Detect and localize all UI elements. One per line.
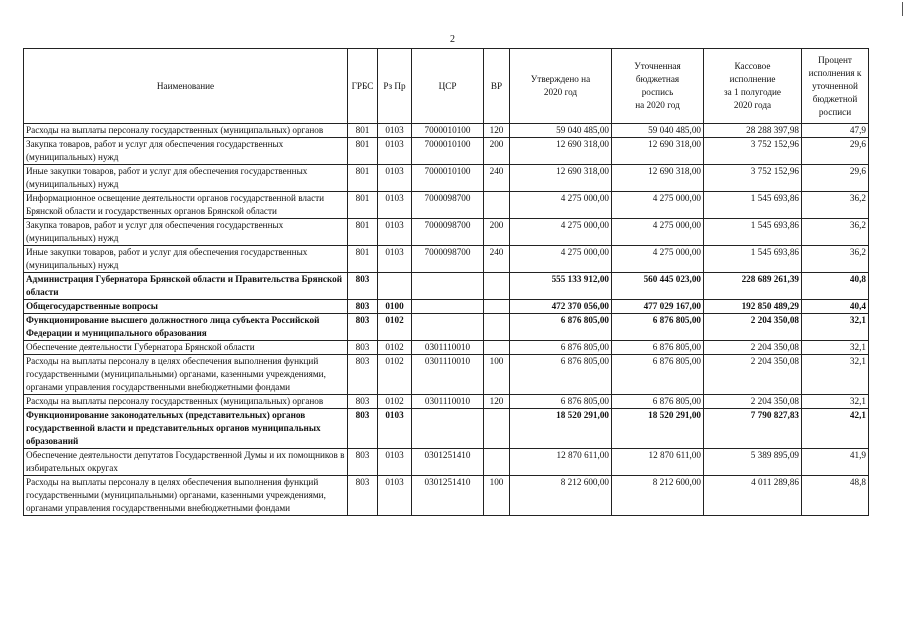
cell-cash: 2 204 350,08 <box>704 314 802 341</box>
cell-approved: 8 212 600,00 <box>510 476 612 516</box>
cell-cash: 192 850 489,29 <box>704 300 802 314</box>
cell-percent: 42,1 <box>802 409 869 449</box>
header-rzpr: Рз Пр <box>378 49 412 124</box>
cell-rzpr <box>378 273 412 300</box>
header-cash: Кассовое исполнение за 1 полугодие 2020 года <box>704 49 802 124</box>
cell-approved: 59 040 485,00 <box>510 124 612 138</box>
cell-cash: 228 689 261,39 <box>704 273 802 300</box>
cell-name: Расходы на выплаты персоналу в целях обеспечения выполнения функций государственными (муниципальными) органами, казенными учреждениями, органами управления государственными внебюджетными фондами <box>24 476 348 516</box>
cell-cash: 1 545 693,86 <box>704 246 802 273</box>
cell-refined: 560 445 023,00 <box>612 273 704 300</box>
table-row <box>24 314 869 341</box>
cell-rzpr: 0103 <box>378 138 412 165</box>
cell-csr <box>412 300 484 314</box>
cell-approved: 12 690 318,00 <box>510 165 612 192</box>
cell-percent: 40,8 <box>802 273 869 300</box>
cell-percent: 32,1 <box>802 341 869 355</box>
cell-vr <box>484 341 510 355</box>
cell-cash: 3 752 152,96 <box>704 165 802 192</box>
table-row <box>24 124 869 138</box>
table-row <box>24 219 869 246</box>
cell-vr: 200 <box>484 138 510 165</box>
cell-grbs: 801 <box>348 192 378 219</box>
cell-percent: 36,2 <box>802 192 869 219</box>
table-row <box>24 409 869 449</box>
table-row <box>24 300 869 314</box>
cell-refined: 4 275 000,00 <box>612 192 704 219</box>
cell-vr: 240 <box>484 246 510 273</box>
cell-csr <box>412 314 484 341</box>
table-row <box>24 476 869 516</box>
cell-csr <box>412 409 484 449</box>
cell-refined: 18 520 291,00 <box>612 409 704 449</box>
cell-rzpr: 0103 <box>378 192 412 219</box>
cell-name: Администрация Губернатора Брянской области и Правительства Брянской области <box>24 273 348 300</box>
cell-approved: 6 876 805,00 <box>510 395 612 409</box>
cell-csr: 7000098700 <box>412 246 484 273</box>
cell-cash: 7 790 827,83 <box>704 409 802 449</box>
table-row <box>24 341 869 355</box>
cell-refined: 4 275 000,00 <box>612 219 704 246</box>
cell-grbs: 803 <box>348 449 378 476</box>
table-row <box>24 355 869 395</box>
cell-refined: 12 870 611,00 <box>612 449 704 476</box>
cell-rzpr: 0103 <box>378 476 412 516</box>
cell-csr: 7000010100 <box>412 138 484 165</box>
table-row <box>24 165 869 192</box>
cell-vr: 120 <box>484 124 510 138</box>
header-approved: Утверждено на 2020 год <box>510 49 612 124</box>
cell-approved: 12 690 318,00 <box>510 138 612 165</box>
table-row <box>24 138 869 165</box>
cell-cash: 4 011 289,86 <box>704 476 802 516</box>
cell-rzpr: 0102 <box>378 395 412 409</box>
header-name: Наименование <box>24 49 348 124</box>
cell-grbs: 803 <box>348 355 378 395</box>
table-row <box>24 192 869 219</box>
cell-approved: 12 870 611,00 <box>510 449 612 476</box>
cell-csr: 0301110010 <box>412 395 484 409</box>
cell-rzpr: 0103 <box>378 246 412 273</box>
cell-csr: 0301251410 <box>412 449 484 476</box>
cell-grbs: 803 <box>348 314 378 341</box>
cell-percent: 36,2 <box>802 246 869 273</box>
cell-name: Расходы на выплаты персоналу в целях обеспечения выполнения функций государственными (муниципальными) органами, казенными учреждениями, органами управления государственными внебюджетными фондами <box>24 355 348 395</box>
table-row <box>24 246 869 273</box>
cell-name: Расходы на выплаты персоналу государственных (муниципальных) органов <box>24 395 348 409</box>
cell-approved: 4 275 000,00 <box>510 246 612 273</box>
cell-cash: 2 204 350,08 <box>704 355 802 395</box>
cell-cash: 2 204 350,08 <box>704 341 802 355</box>
cell-csr: 0301110010 <box>412 341 484 355</box>
cell-percent: 29,6 <box>802 138 869 165</box>
cell-percent: 47,9 <box>802 124 869 138</box>
header-refined: Уточненная бюджетная роспись на 2020 год <box>612 49 704 124</box>
cell-approved: 6 876 805,00 <box>510 355 612 395</box>
cell-vr <box>484 273 510 300</box>
table-body <box>24 124 869 516</box>
header-csr: ЦСР <box>412 49 484 124</box>
cell-approved: 6 876 805,00 <box>510 341 612 355</box>
cell-refined: 59 040 485,00 <box>612 124 704 138</box>
cell-cash: 5 389 895,09 <box>704 449 802 476</box>
cell-cash: 2 204 350,08 <box>704 395 802 409</box>
cell-grbs: 803 <box>348 409 378 449</box>
cell-rzpr: 0103 <box>378 449 412 476</box>
cell-refined: 6 876 805,00 <box>612 314 704 341</box>
cell-refined: 6 876 805,00 <box>612 355 704 395</box>
cell-percent: 48,8 <box>802 476 869 516</box>
cell-cash: 28 288 397,98 <box>704 124 802 138</box>
cell-csr <box>412 273 484 300</box>
cell-refined: 6 876 805,00 <box>612 395 704 409</box>
cell-grbs: 803 <box>348 300 378 314</box>
cell-vr: 120 <box>484 395 510 409</box>
cell-rzpr: 0103 <box>378 165 412 192</box>
cell-percent: 41,9 <box>802 449 869 476</box>
cell-vr: 100 <box>484 355 510 395</box>
cell-cash: 1 545 693,86 <box>704 219 802 246</box>
cell-percent: 36,2 <box>802 219 869 246</box>
cell-csr: 7000098700 <box>412 219 484 246</box>
cell-csr: 7000098700 <box>412 192 484 219</box>
cell-vr <box>484 300 510 314</box>
cell-grbs: 801 <box>348 124 378 138</box>
cell-percent: 32,1 <box>802 395 869 409</box>
header-grbs: ГРБС <box>348 49 378 124</box>
cell-grbs: 803 <box>348 476 378 516</box>
cell-csr: 0301110010 <box>412 355 484 395</box>
cell-name: Функционирование законодательных (представительных) органов государственной власти и представительных органов муниципальных образований <box>24 409 348 449</box>
cell-refined: 6 876 805,00 <box>612 341 704 355</box>
cell-approved: 4 275 000,00 <box>510 192 612 219</box>
cell-grbs: 801 <box>348 165 378 192</box>
cell-vr <box>484 449 510 476</box>
cell-grbs: 803 <box>348 395 378 409</box>
cell-vr <box>484 409 510 449</box>
cell-grbs: 803 <box>348 341 378 355</box>
cell-csr: 0301251410 <box>412 476 484 516</box>
cell-percent: 32,1 <box>802 355 869 395</box>
cell-approved: 4 275 000,00 <box>510 219 612 246</box>
cell-cash: 3 752 152,96 <box>704 138 802 165</box>
budget-table <box>23 48 869 516</box>
cell-refined: 477 029 167,00 <box>612 300 704 314</box>
cell-vr <box>484 192 510 219</box>
cell-approved: 6 876 805,00 <box>510 314 612 341</box>
edge-mark <box>902 2 903 16</box>
cell-name: Обеспечение деятельности депутатов Государственной Думы и их помощников в избирательных округах <box>24 449 348 476</box>
cell-vr: 100 <box>484 476 510 516</box>
cell-vr: 200 <box>484 219 510 246</box>
header-percent: Процент исполнения к уточненной бюджетной росписи <box>802 49 869 124</box>
cell-refined: 8 212 600,00 <box>612 476 704 516</box>
cell-refined: 4 275 000,00 <box>612 246 704 273</box>
cell-vr <box>484 314 510 341</box>
cell-name: Функционирование высшего должностного лица субъекта Российской Федерации и муниципального образования <box>24 314 348 341</box>
cell-grbs: 803 <box>348 273 378 300</box>
cell-name: Расходы на выплаты персоналу государственных (муниципальных) органов <box>24 124 348 138</box>
cell-grbs: 801 <box>348 219 378 246</box>
table-row <box>24 273 869 300</box>
cell-csr: 7000010100 <box>412 124 484 138</box>
cell-rzpr: 0102 <box>378 341 412 355</box>
cell-grbs: 801 <box>348 246 378 273</box>
cell-rzpr: 0103 <box>378 219 412 246</box>
cell-percent: 40,4 <box>802 300 869 314</box>
cell-percent: 29,6 <box>802 165 869 192</box>
cell-name: Общегосударственные вопросы <box>24 300 348 314</box>
cell-approved: 472 370 056,00 <box>510 300 612 314</box>
table-row <box>24 449 869 476</box>
cell-percent: 32,1 <box>802 314 869 341</box>
cell-rzpr: 0103 <box>378 409 412 449</box>
table-header <box>24 49 869 124</box>
cell-cash: 1 545 693,86 <box>704 192 802 219</box>
cell-rzpr: 0102 <box>378 355 412 395</box>
cell-name: Закупка товаров, работ и услуг для обеспечения государственных (муниципальных) нужд <box>24 138 348 165</box>
cell-csr: 7000010100 <box>412 165 484 192</box>
header-vr: ВР <box>484 49 510 124</box>
cell-refined: 12 690 318,00 <box>612 165 704 192</box>
cell-grbs: 801 <box>348 138 378 165</box>
cell-name: Обеспечение деятельности Губернатора Брянской области <box>24 341 348 355</box>
cell-approved: 555 133 912,00 <box>510 273 612 300</box>
cell-rzpr: 0100 <box>378 300 412 314</box>
cell-rzpr: 0103 <box>378 124 412 138</box>
cell-approved: 18 520 291,00 <box>510 409 612 449</box>
cell-name: Иные закупки товаров, работ и услуг для обеспечения государственных (муниципальных) нужд <box>24 246 348 273</box>
page-number: 2 <box>450 34 455 45</box>
cell-vr: 240 <box>484 165 510 192</box>
cell-refined: 12 690 318,00 <box>612 138 704 165</box>
cell-rzpr: 0102 <box>378 314 412 341</box>
cell-name: Информационное освещение деятельности органов государственной власти Брянской области и государственных органов Брянской области <box>24 192 348 219</box>
table-row <box>24 395 869 409</box>
cell-name: Иные закупки товаров, работ и услуг для обеспечения государственных (муниципальных) нужд <box>24 165 348 192</box>
cell-name: Закупка товаров, работ и услуг для обеспечения государственных (муниципальных) нужд <box>24 219 348 246</box>
